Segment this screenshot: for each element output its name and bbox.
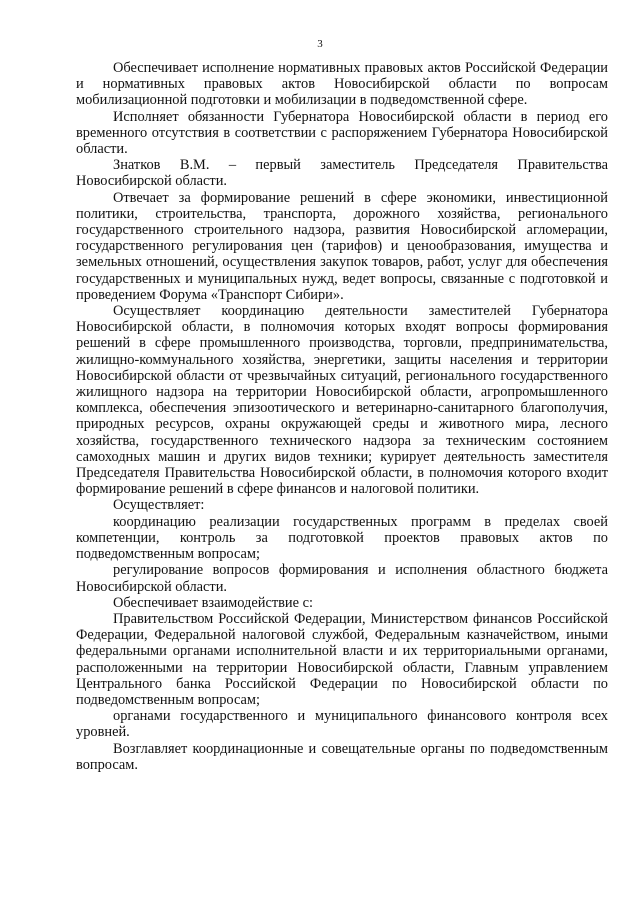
paragraph: Исполняет обязанности Губернатора Новосибирской области в период его временного отсутствия в соответствии с распоряжением Губернатора Новосибирской области. — [76, 108, 608, 158]
paragraph: Правительством Российской Федерации, Министерством финансов Российской Федерации, Федеральной налоговой службой, Федеральным казначейством, иными федеральными органами исполнительной власти и их территориальными органами, расположенными на территории Новосибирской области, Главным управлением Центрального банка Российской Федерации по Новосибирской области по подведомственным вопросам; — [76, 610, 608, 708]
document-body — [76, 60, 608, 773]
paragraph: Обеспечивает исполнение нормативных правовых актов Российской Федерации и нормативных правовых актов Новосибирской области по вопросам мобилизационной подготовки и мобилизации в подведомственной сфере. — [76, 60, 608, 109]
paragraph: Осуществляет координацию деятельности заместителей Губернатора Новосибирской области, в полномочия которых входят вопросы формирования решений в сфере промышленного производства, торговли, предпринимательства, жилищно-коммунального хозяйства, энергетики, защиты населения и территории Новосибирской области от чрезвычайных ситуаций, регионального государственного жилищного надзора на территории Новосибирской области, агропромышленного комплекса, обеспечения эпизоотического и ветеринарно-санитарного благополучия, природных ресурсов, охраны окружающей среды и животного мира, лесного хозяйства, государственного технического надзора за техническим состоянием самоходных машин и других видов техники; курирует деятельность заместителя Председателя Правительства Новосибирской области, в полномочия которого входит формирование решений в сфере финансов и налоговой политики. — [76, 303, 608, 498]
paragraph: координацию реализации государственных программ в пределах своей компетенции, контроль за подготовкой проектов правовых актов по подведомственным вопросам; — [76, 513, 608, 563]
paragraph: Возглавляет координационные и совещательные органы по подведомственным вопросам. — [76, 740, 608, 773]
paragraph: Знатков В.М. – первый заместитель Председателя Правительства Новосибирской области. — [76, 157, 608, 190]
paragraph: регулирование вопросов формирования и исполнения областного бюджета Новосибирской области. — [76, 562, 608, 595]
paragraph: Осуществляет: — [113, 497, 205, 514]
paragraph: Обеспечивает взаимодействие с: — [113, 594, 313, 611]
page-number: 3 — [317, 38, 323, 50]
paragraph: органами государственного и муниципального финансового контроля всех уровней. — [76, 708, 608, 741]
paragraph: Отвечает за формирование решений в сфере экономики, инвестиционной политики, строительства, транспорта, дорожного хозяйства, регионального государственного строительного надзора, развития Новосибирской агломерации, государственного регулирования цен (тарифов) и ценообразования, имущества и земельных отношений, осуществления закупок товаров, работ, услуг для обеспечения государственных и муниципальных нужд, ведет вопросы, связанные с подготовкой и проведением Форума «Транспорт Сибири». — [76, 189, 608, 303]
